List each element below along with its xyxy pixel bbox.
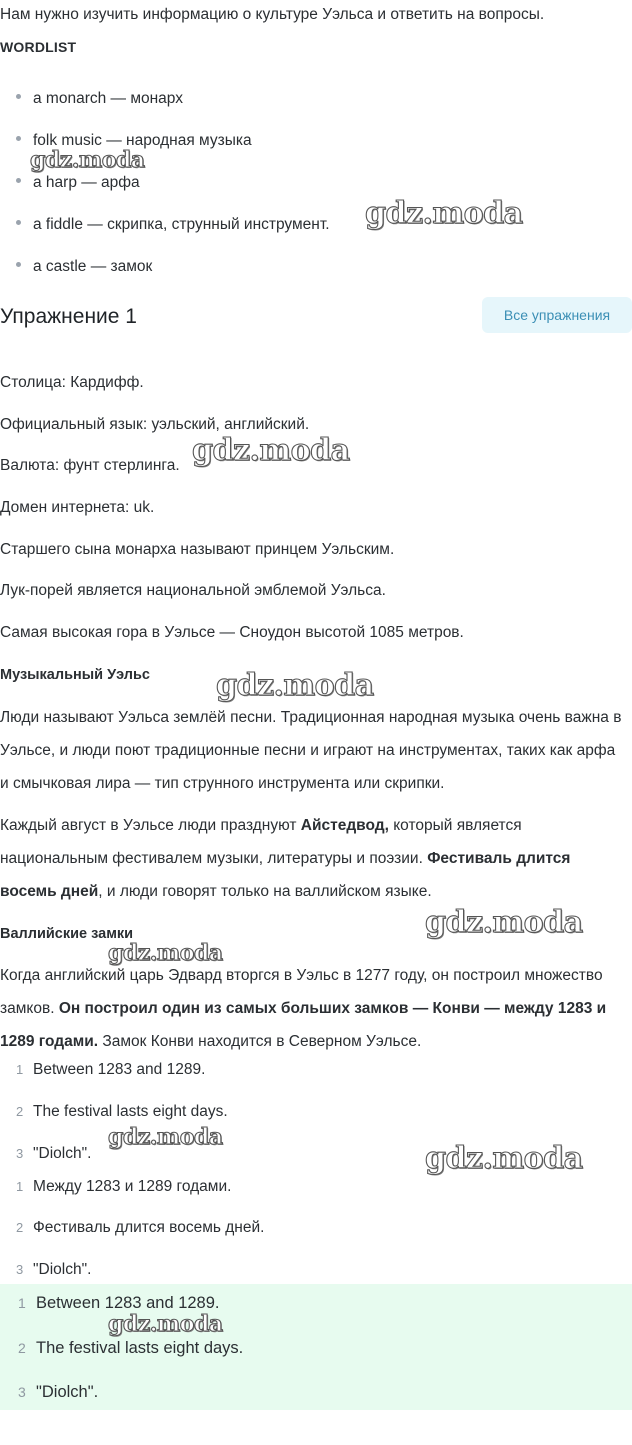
answer-en-item: 2 The festival lasts eight days. <box>16 1103 228 1120</box>
fact-line: Валюта: фунт стерлинга. <box>0 457 180 474</box>
watermark: gdz.moda <box>108 940 223 966</box>
wordlist-item: folk music — народная музыка <box>16 132 252 150</box>
fact-line: Столица: Кардифф. <box>0 374 144 391</box>
final-answer-item: 2 The festival lasts eight days. <box>18 1339 244 1357</box>
watermark: gdz.moda <box>192 433 350 468</box>
bullet-icon <box>16 178 21 183</box>
watermark: gdz.moda <box>216 668 374 703</box>
bullet-icon <box>16 220 21 225</box>
watermark: gdz.moda <box>425 1141 583 1176</box>
answer-ru-item: 1 Между 1283 и 1289 годами. <box>16 1178 232 1195</box>
answer-ru-item: 3 "Diolch". <box>16 1261 92 1278</box>
fact-line: Самая высокая гора в Уэльсе — Сноудон высотой 1085 метров. <box>0 624 464 641</box>
final-answer-item: 1 Between 1283 and 1289. <box>18 1294 220 1312</box>
exercise-title: Упражнение 1 <box>0 305 137 328</box>
section-heading-castles: Валлийские замки <box>0 926 134 942</box>
wordlist-item: a monarch — монарх <box>16 90 183 108</box>
fact-line: Домен интернета: uk. <box>0 499 155 516</box>
section-heading-musical: Музыкальный Уэльс <box>0 667 150 683</box>
intro-text: Нам нужно изучить информацию о культуре Уэльса и ответить на вопросы. <box>0 6 545 23</box>
answer-ru-item: 2 Фестиваль длится восемь дней. <box>16 1219 265 1236</box>
fact-line: Лук-порей является национальной эмблемой Уэльса. <box>0 582 386 599</box>
wordlist-item: a harp — арфа <box>16 174 140 192</box>
watermark: gdz.moda <box>30 147 145 173</box>
watermark: gdz.moda <box>108 1311 223 1337</box>
wordlist-item: a castle — замок <box>16 258 152 276</box>
bullet-icon <box>16 136 21 141</box>
musical-paragraph: Люди называют Уэльса землёй песни. Традиционная народная музыка очень важна в Уэльсе, и люди поют традиционные песни и играют на инструментах, таких как арфа и смычковая лира — тип струнного инструмента или скрипки. <box>0 709 622 792</box>
castles-paragraph: Когда английский царь Эдвард вторгся в Уэльс в 1277 году, он построил множество замков. Он построил один из самых больших замков — Конви — между 1283 и 1289 годами. Замок Конви находится в Северном Уэльсе. <box>0 967 607 1050</box>
eisteddfod-paragraph: Каждый август в Уэльсе люди празднуют Айстедвод, который является национальным фестивалем музыки, литературы и поэзии. Фестиваль длится восемь дней, и люди говорят только на валлийском языке. <box>0 817 571 900</box>
all-exercises-button[interactable]: Все упражнения <box>482 297 632 333</box>
watermark: gdz.moda <box>108 1124 223 1150</box>
watermark: gdz.moda <box>425 905 583 940</box>
wordlist-item: a fiddle — скрипка, струнный инструмент. <box>16 216 330 234</box>
fact-line: Старшего сына монарха называют принцем Уэльским. <box>0 541 395 558</box>
answer-en-item: 1 Between 1283 and 1289. <box>16 1061 206 1078</box>
bullet-icon <box>16 262 21 267</box>
wordlist-heading: WORDLIST <box>0 39 77 55</box>
fact-line: Официальный язык: уэльский, английский. <box>0 416 310 433</box>
watermark: gdz.moda <box>365 196 523 231</box>
final-answer-item: 3 "Diolch". <box>18 1383 99 1401</box>
answer-en-item: 3 "Diolch". <box>16 1145 92 1162</box>
bullet-icon <box>16 94 21 99</box>
